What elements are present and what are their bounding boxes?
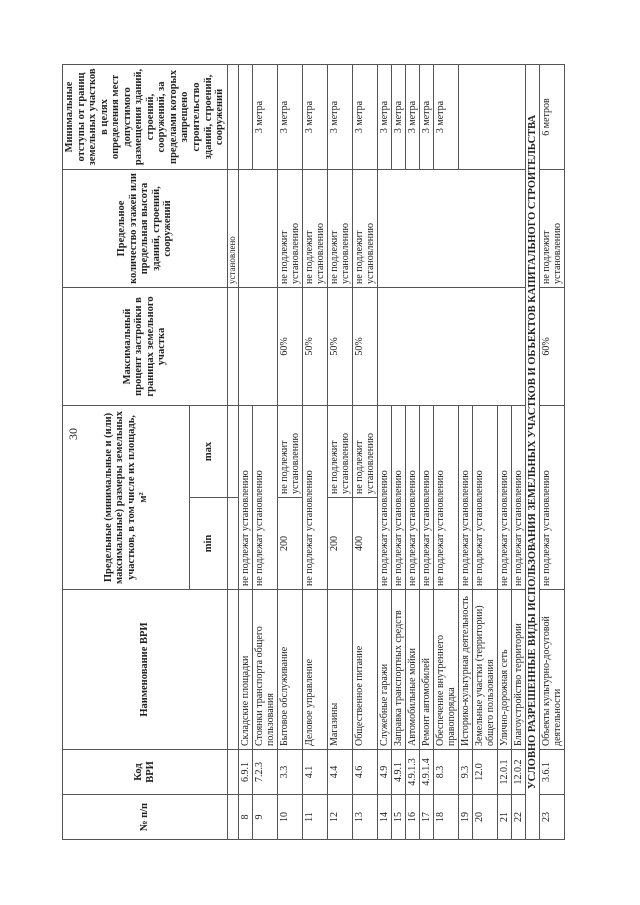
cell-code: 12.0 <box>472 750 497 795</box>
cell-area: не подлежат установлению <box>252 405 277 589</box>
cell-area: не подлежат установлению <box>391 405 405 589</box>
cell-num: 10 <box>277 795 302 840</box>
header-max: max <box>190 405 228 497</box>
cell-area: не подлежат установлению <box>540 405 565 589</box>
table-row <box>238 64 252 839</box>
cell-code: 7.2.3 <box>252 750 277 795</box>
cell-name: Складские площадки <box>238 590 252 750</box>
cell-code: 4.9 <box>377 750 391 795</box>
header-name: Наименование ВРИ <box>63 590 228 750</box>
cell-max: не подлежит установлению <box>277 405 302 497</box>
cell-code: 4.9.1.4 <box>419 750 433 795</box>
cell-code: 12.0.1 <box>497 750 511 795</box>
cell-floors: не подлежит установлению <box>302 169 327 287</box>
section-title: УСЛОВНО РАЗРЕШЕННЫЕ ВИДЫ ИСПОЛЬЗОВАНИЯ ЗЕМЕЛЬНЫХ УЧАСТКОВ И ОБЪЕКТОВ КАПИТАЛЬНОГО СТРОИТЕЛЬСТВА <box>525 64 540 839</box>
table-row <box>277 64 302 839</box>
cell-name: Благоустройство территории <box>511 590 525 750</box>
cell-area: не подлежат установлению <box>405 405 419 589</box>
cell-max: не подлежит установлению <box>327 405 352 497</box>
cell-floors: не подлежит установлению <box>327 169 352 287</box>
cell-code: 6.9.1 <box>238 750 252 795</box>
cell-num: 20 <box>472 795 497 840</box>
table-row <box>540 64 565 839</box>
cell-num: 14 <box>377 795 391 840</box>
cell-name: Объекты культурно-досуговой деятельности <box>540 590 565 750</box>
cell-percent: 50% <box>302 287 327 405</box>
cell-code: 9.3 <box>458 750 472 795</box>
cell-setback: 6 метров <box>540 64 565 169</box>
cell-setback: 3 метра <box>352 64 377 169</box>
cell-code: 4.1 <box>302 750 327 795</box>
cell-num: 13 <box>352 795 377 840</box>
page-number: 30 <box>66 428 80 440</box>
cell-percent: 60% <box>540 287 565 405</box>
cell-floors: не подлежит установлению <box>540 169 565 287</box>
cell-area: не подлежат установлению <box>377 405 391 589</box>
cell-name: Стоянки транспорта общего пользования <box>252 590 277 750</box>
header-code: Код ВРИ <box>63 750 228 795</box>
cell-setback: 3 метра <box>277 64 302 169</box>
cell-num: 8 <box>238 795 252 840</box>
cell-area: не подлежат установлению <box>238 405 252 589</box>
cell-num: 15 <box>391 795 405 840</box>
rotated-table-container <box>62 65 622 840</box>
cell-min: 200 <box>277 498 302 590</box>
cell-setback: 3 метра <box>377 64 391 169</box>
cell-code: 4.6 <box>352 750 377 795</box>
cell-name: Магазины <box>327 590 352 750</box>
cell-num: 17 <box>419 795 433 840</box>
cell-code: 8.3 <box>433 750 458 795</box>
cell-code: 4.4 <box>327 750 352 795</box>
cell-percent: 60% <box>277 287 302 405</box>
cell-name: Служебные гаражи <box>377 590 391 750</box>
cell-name: Земельные участки (территории) общего пользования <box>472 590 497 750</box>
cell-num: 16 <box>405 795 419 840</box>
cell-name: Улично-дорожная сеть <box>497 590 511 750</box>
cell-name: Ремонт автомобилей <box>419 590 433 750</box>
table-row <box>352 64 377 839</box>
cell-setback: 3 метра <box>252 64 277 169</box>
cell-area: не подлежат установлению <box>302 405 327 589</box>
cell-num: 22 <box>511 795 525 840</box>
header-num: № п/п <box>63 795 228 840</box>
cell-area: не подлежат установлению <box>497 405 511 589</box>
cell-num: 23 <box>540 795 565 840</box>
top-floor-text: установлено <box>227 169 238 287</box>
cell-setback: 3 метра <box>419 64 433 169</box>
cell-percent: 50% <box>327 287 352 405</box>
cell-name: Обеспечение внутреннего правопорядка <box>433 590 458 750</box>
cell-num: 18 <box>433 795 458 840</box>
cell-floors: не подлежит установлению <box>277 169 302 287</box>
header-area: Предельные (минимальные и (или) максимальные) размеры земельных участков, в том числе их площадь, м² <box>63 405 190 589</box>
cell-name: Деловое управление <box>302 590 327 750</box>
cell-name: Историко-культурная деятельность <box>458 590 472 750</box>
cell-min: 200 <box>327 498 352 590</box>
cell-code: 4.9.1.3 <box>405 750 419 795</box>
cell-name: Бытовое обслуживание <box>277 590 302 750</box>
cell-area: не подлежат установлению <box>458 405 472 589</box>
cell-code: 12.0.2 <box>511 750 525 795</box>
cell-percent: 50% <box>352 287 377 405</box>
header-percent: Максимальный процент застройки в границах земельного участка <box>63 287 228 405</box>
cell-num: 19 <box>458 795 472 840</box>
cell-floors: не подлежит установлению <box>352 169 377 287</box>
cell-code: 4.9.1 <box>391 750 405 795</box>
cell-setback: 3 метра <box>391 64 405 169</box>
cell-setback: 3 метра <box>302 64 327 169</box>
header-floors: Предельное количество этажей или предельная высота зданий, строений, сооружений <box>63 169 228 287</box>
cell-num: 12 <box>327 795 352 840</box>
spacer-row <box>227 64 238 839</box>
cell-setback <box>238 64 252 169</box>
cell-setback: 3 метра <box>327 64 352 169</box>
cell-name: Заправка транспортных средств <box>391 590 405 750</box>
header-setback: Минимальные отступы от границ земельных участков в целях определения мест допустимого размещения зданий, строений, сооружений, за пределами которых запрещено строительство зданий, строений, сооружений <box>63 64 228 169</box>
cell-setback: 3 метра <box>405 64 419 169</box>
cell-setback: 3 метра <box>433 64 458 169</box>
cell-code: 3.3 <box>277 750 302 795</box>
cell-name: Общественное питание <box>352 590 377 750</box>
cell-min: 400 <box>352 498 377 590</box>
cell-area: не подлежат установлению <box>433 405 458 589</box>
cell-area: не подлежат установлению <box>472 405 497 589</box>
section-banner-row <box>525 64 540 839</box>
cell-code: 3.6.1 <box>540 750 565 795</box>
table-row <box>377 64 391 839</box>
table-row <box>327 64 352 839</box>
cell-num: 9 <box>252 795 277 840</box>
cell-num: 21 <box>497 795 511 840</box>
cell-num: 11 <box>302 795 327 840</box>
cell-max: не подлежит установлению <box>352 405 377 497</box>
cell-area: не подлежат установлению <box>419 405 433 589</box>
regulations-table <box>62 64 565 840</box>
cell-area: не подлежат установлению <box>511 405 525 589</box>
cell-name: Автомобильные мойки <box>405 590 419 750</box>
table-row <box>302 64 327 839</box>
header-min: min <box>190 498 228 590</box>
